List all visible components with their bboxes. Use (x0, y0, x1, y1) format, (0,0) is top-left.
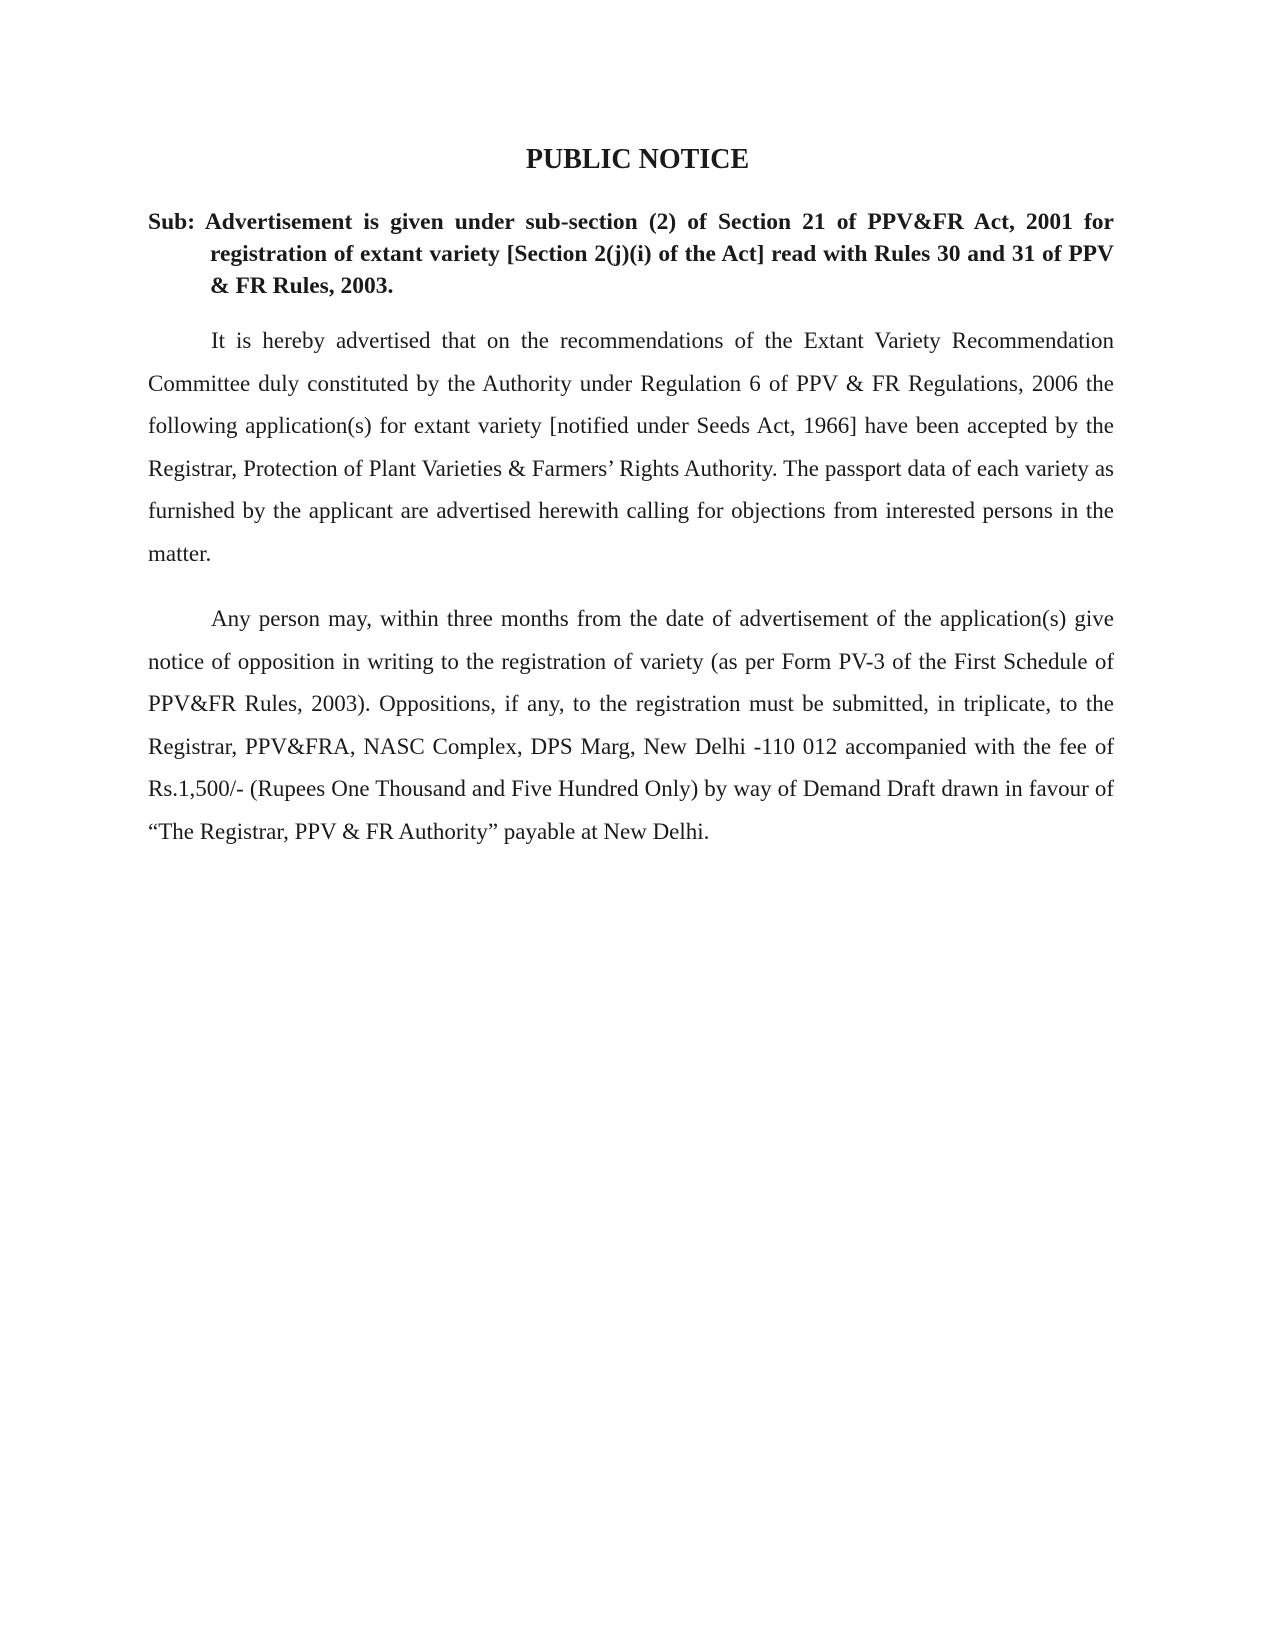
subject-line: Sub: Advertisement is given under sub-section (2) of Section 21 of PPV&FR Act, 2001 for registration of extant variety [Section 2(j)(i) of the Act] read with Rules 30 and 31 of PPV & FR Rules, 2003. (148, 209, 1114, 299)
body-paragraph-2: Any person may, within three months from the date of advertisement of the application(s) give notice of opposition in writing to the registration of variety (as per Form PV-3 of the First Schedule of PPV&FR Rules, 2003). Oppositions, if any, to the registration must be submitted, in triplicate, to the Registrar, PPV&FRA, NASC Complex, DPS Marg, New Delhi -110 012 accompanied with the fee of Rs.1,500/- (Rupees One Thousand and Five Hundred Only) by way of Demand Draft drawn in favour of “The Registrar, PPV & FR Authority” payable at New Delhi. (148, 606, 1114, 844)
body-paragraph-1: It is hereby advertised that on the recommendations of the Extant Variety Recommendation Committee duly constituted by the Authority under Regulation 6 of PPV & FR Regulations, 2006 the following application(s) for extant variety [notified under Seeds Act, 1966] have been accepted by the Registrar, Protection of Plant Varieties & Farmers’ Rights Authority. The passport data of each variety as furnished by the applicant are advertised herewith calling for objections from interested persons in the matter. (148, 328, 1114, 566)
page-title: PUBLIC NOTICE (525, 144, 750, 175)
